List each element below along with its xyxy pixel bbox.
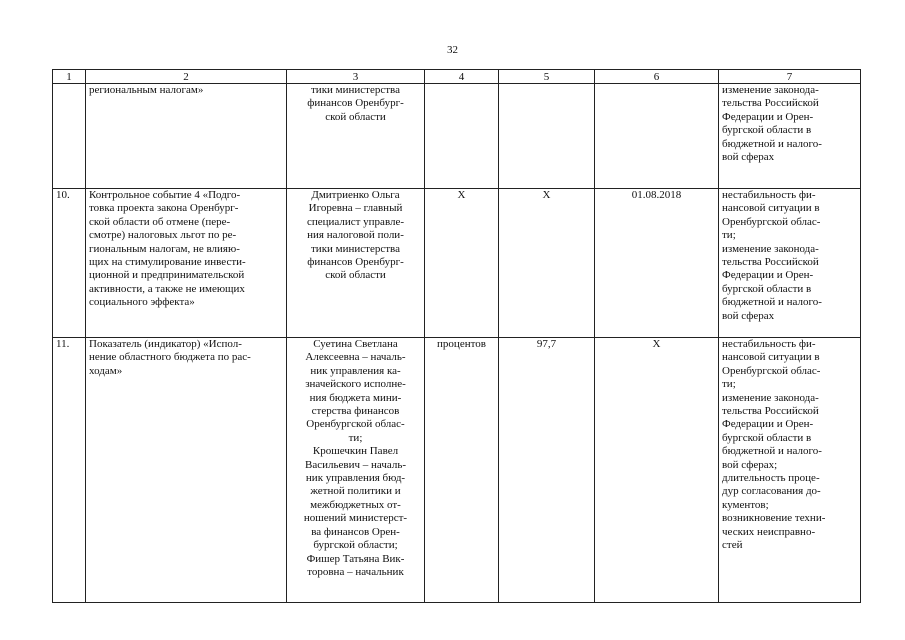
value-cell — [499, 84, 595, 189]
unit-cell: процентов — [425, 338, 499, 603]
column-header: 7 — [719, 70, 861, 84]
table-row — [53, 189, 861, 338]
document-table — [52, 69, 861, 603]
value-cell: 97,7 — [499, 338, 595, 603]
risks-cell: нестабильность фи- нансовой ситуации в Оренбургской облас- ти; изменение законода- тельства Российской Федерации и Орен- бургской области в бюджетной и налого- вой сферах — [719, 189, 861, 338]
risks-cell: изменение законода- тельства Российской Федерации и Орен- бургской области в бюджетной и налого- вой сферах — [719, 84, 861, 189]
responsible-cell: Суетина Светлана Алексеевна – началь- ник управления ка- значейского исполне- ния бюджета мини- стерства финансов Оренбургской облас- ти; Крошечкин Павел Васильевич – началь- ник управления бюд- жетной политики и межбюджетных от- ношений министерст- ва финансов Орен- бургской области; Фишер Татьяна Вик- торовна – начальник — [287, 338, 425, 603]
row-number — [53, 84, 86, 189]
event-cell: региональным налогам» — [86, 84, 287, 189]
column-header: 5 — [499, 70, 595, 84]
table-header-row — [53, 70, 861, 84]
column-header: 3 — [287, 70, 425, 84]
unit-cell: Х — [425, 189, 499, 338]
column-header: 4 — [425, 70, 499, 84]
responsible-cell: Дмитриенко Ольга Игоревна – главный специалист управле- ния налоговой поли- тики министерства финансов Оренбург- ской области — [287, 189, 425, 338]
row-number: 10. — [53, 189, 86, 338]
responsible-cell: тики министерства финансов Оренбург- ской области — [287, 84, 425, 189]
column-header: 6 — [595, 70, 719, 84]
page-number: 32 — [447, 44, 458, 56]
date-cell — [595, 84, 719, 189]
column-header: 2 — [86, 70, 287, 84]
event-cell: Показатель (индикатор) «Испол- нение областного бюджета по рас- ходам» — [86, 338, 287, 603]
date-cell: Х — [595, 338, 719, 603]
column-header: 1 — [53, 70, 86, 84]
date-cell: 01.08.2018 — [595, 189, 719, 338]
unit-cell — [425, 84, 499, 189]
table-row — [53, 84, 861, 189]
row-number: 11. — [53, 338, 86, 603]
risks-cell: нестабильность фи- нансовой ситуации в Оренбургской облас- ти; изменение законода- тельства Российской Федерации и Орен- бургской области в бюджетной и налого- вой сферах; длительность проце- дур согласования до- кументов; возникновение техни- ческих неисправно- стей — [719, 338, 861, 603]
table-row — [53, 338, 861, 603]
event-cell: Контрольное событие 4 «Подго- товка проекта закона Оренбург- ской области об отмене (пере- смотре) налоговых льгот по ре- гиональным налогам, не влияю- щих на стимулирование инвести- ционной и предпринимательской активности, а также не имеющих социального эффекта» — [86, 189, 287, 338]
value-cell: Х — [499, 189, 595, 338]
